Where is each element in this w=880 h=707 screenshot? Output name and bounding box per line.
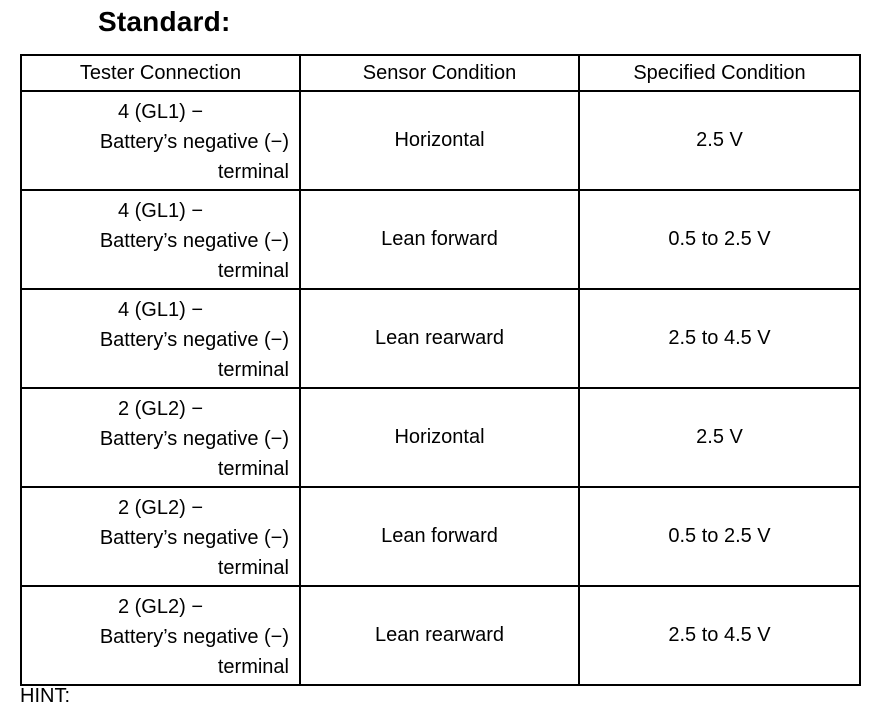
tester-connection-cell	[21, 91, 300, 190]
specified-condition-cell: 0.5 to 2.5 V	[579, 487, 860, 586]
connection-ground-suffix: terminal	[217, 358, 289, 381]
table-header-row	[21, 55, 860, 91]
connection-ground-suffix: terminal	[217, 160, 289, 183]
standard-heading: Standard:	[98, 6, 231, 37]
connection-ground: Battery’s negative (−)	[99, 130, 289, 153]
table-row	[21, 388, 860, 487]
connection-terminal: 4 (GL1) −	[117, 199, 204, 222]
header-sensor-condition: Sensor Condition	[300, 55, 579, 91]
connection-ground: Battery’s negative (−)	[99, 526, 289, 549]
specified-condition-cell: 2.5 to 4.5 V	[579, 586, 860, 685]
sensor-condition-cell: Lean rearward	[300, 289, 579, 388]
connection-ground-suffix: terminal	[217, 259, 289, 282]
tester-connection-cell	[21, 487, 300, 586]
table-row	[21, 289, 860, 388]
table-row	[21, 91, 860, 190]
connection-terminal: 2 (GL2) −	[117, 397, 204, 420]
specified-condition-cell: 2.5 to 4.5 V	[579, 289, 860, 388]
connection-ground-suffix: terminal	[217, 556, 289, 579]
sensor-condition-cell: Lean forward	[300, 487, 579, 586]
tester-connection-cell	[21, 289, 300, 388]
connection-ground: Battery’s negative (−)	[99, 427, 289, 450]
connection-terminal: 2 (GL2) −	[117, 496, 204, 519]
specified-condition-cell: 2.5 V	[579, 388, 860, 487]
tester-connection-cell	[21, 586, 300, 685]
table-row	[21, 487, 860, 586]
table-row	[21, 190, 860, 289]
table-row	[21, 586, 860, 685]
connection-ground: Battery’s negative (−)	[99, 625, 289, 648]
connection-terminal: 4 (GL1) −	[117, 100, 204, 123]
connection-ground-suffix: terminal	[217, 655, 289, 678]
header-tester-connection: Tester Connection	[21, 55, 300, 91]
connection-ground-suffix: terminal	[217, 457, 289, 480]
specification-table	[20, 54, 861, 686]
connection-ground: Battery’s negative (−)	[99, 328, 289, 351]
tester-connection-cell	[21, 388, 300, 487]
specified-condition-cell: 2.5 V	[579, 91, 860, 190]
sensor-condition-cell: Lean forward	[300, 190, 579, 289]
specified-condition-cell: 0.5 to 2.5 V	[579, 190, 860, 289]
header-specified-condition: Specified Condition	[579, 55, 860, 91]
sensor-condition-cell: Lean rearward	[300, 586, 579, 685]
connection-terminal: 2 (GL2) −	[117, 595, 204, 618]
connection-ground: Battery’s negative (−)	[99, 229, 289, 252]
hint-label-cutoff: HINT:	[20, 685, 70, 707]
connection-terminal: 4 (GL1) −	[117, 298, 204, 321]
sensor-condition-cell: Horizontal	[300, 91, 579, 190]
tester-connection-cell	[21, 190, 300, 289]
sensor-condition-cell: Horizontal	[300, 388, 579, 487]
